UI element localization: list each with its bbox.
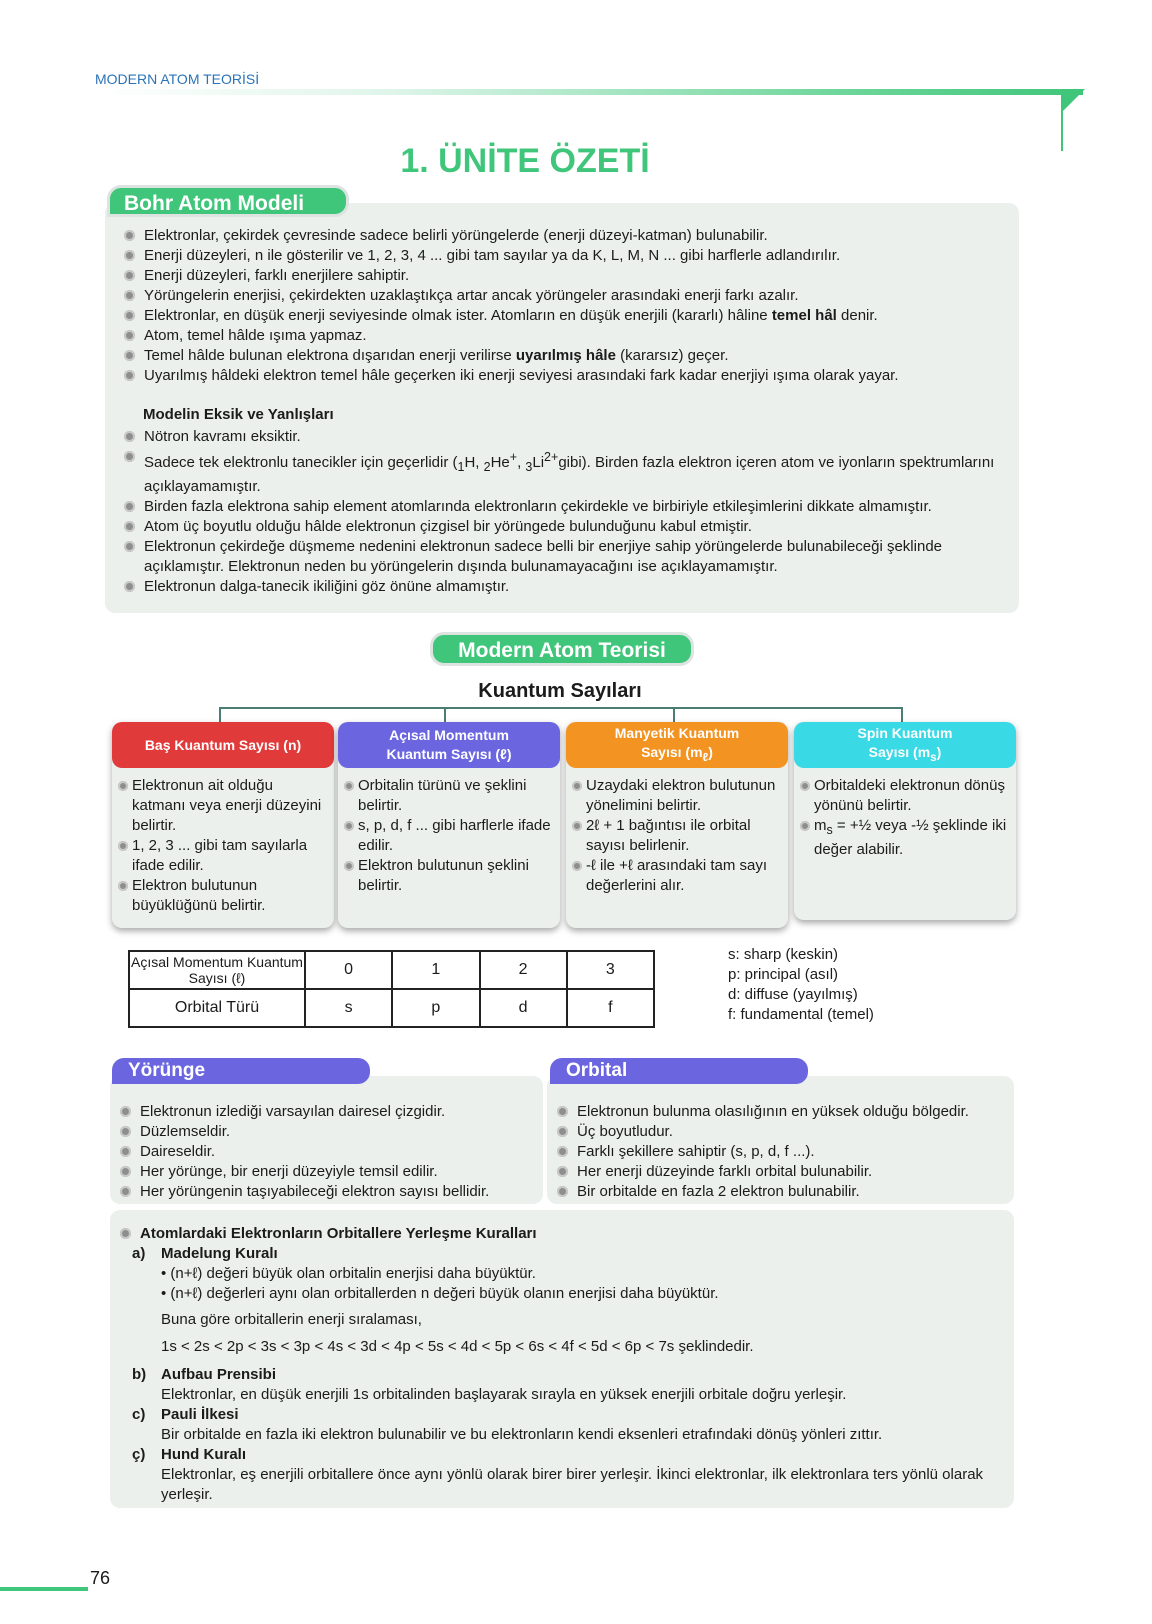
- table-cell: 0: [305, 951, 392, 989]
- list-item: Birden fazla elektrona sahip element atomlarında elektronların çekirdekle ve birbiriyle etkileşimlerini dikkate almamıştır.: [124, 497, 1004, 517]
- bullet-icon: [124, 370, 135, 381]
- bullet-icon: [124, 581, 135, 592]
- bullet-icon: [120, 1106, 131, 1117]
- list-item: Elektronun ait olduğu katmanı veya enerji düzeyini belirtir.: [118, 776, 330, 836]
- bullet-icon: [344, 781, 354, 791]
- bullet-icon: [124, 330, 135, 341]
- ion-formula: $_1$H, $_2$He+, $_3Li^{2+}$: [457, 450, 559, 474]
- orbital-type-table: [128, 950, 655, 1028]
- list-item: Elektron bulutunun büyüklüğünü belirtir.: [118, 876, 330, 916]
- bullet-icon: [120, 1166, 131, 1177]
- card-list: [344, 776, 556, 896]
- rule-d-label: ç): [132, 1446, 146, 1463]
- list-item: Elektronun dalga-tanecik ikiliğini göz önüne almamıştır.: [124, 577, 1004, 597]
- table-cell: s: [305, 989, 392, 1027]
- rule-d-text: Elektronlar, eş enerjili orbitallere önce aynı yönlü olarak birer birer yerleşir. İkinci elektronlar, ilk elektronlara ters yönlü olarak yerleşir.: [161, 1466, 984, 1503]
- bullet-icon: [557, 1126, 568, 1137]
- bullet-icon: [120, 1186, 131, 1197]
- bullet-icon: [800, 821, 810, 831]
- bullet-icon: [572, 861, 582, 871]
- orbital-notes: s: sharp (keskin) p: principal (asıl) d: diffuse (yayılmış) f: fundamental (temel): [728, 946, 874, 1023]
- table-cell: f: [567, 989, 654, 1027]
- bullet-icon: [124, 431, 135, 442]
- yorunge-list: [120, 1102, 489, 1202]
- modern-title: Modern Atom Teorisi: [430, 632, 694, 666]
- bullet-icon: [124, 250, 135, 261]
- orbital-panel: [547, 1076, 1014, 1204]
- bullet-icon: [572, 781, 582, 791]
- bullet-icon: [124, 270, 135, 281]
- card-list: [800, 776, 1012, 860]
- list-item: Düzlemseldir.: [120, 1122, 489, 1142]
- card-spin-title: Spin Kuantum Sayısı $(m_s)$: [794, 722, 1016, 768]
- rule-c-label: c): [132, 1406, 146, 1423]
- bullet-icon: [120, 1126, 131, 1137]
- list-item: Elektronun bulunma olasılığının en yüksek olduğu bölgedir.: [557, 1102, 969, 1122]
- list-item: Elektronun izlediği varsayılan dairesel çizgidir.: [120, 1102, 489, 1122]
- rule-b-text: Elektronlar, en düşük enerjili 1s orbitalinden başlayarak sırayla en yüksek enerjili orbitale doğru yerleşir.: [161, 1386, 847, 1403]
- bullet-icon: [124, 501, 135, 512]
- table-cell: Açısal Momentum Kuantum Sayısı (ℓ): [129, 951, 305, 989]
- rule-c-title: Pauli İlkesi: [161, 1406, 239, 1423]
- rules-panel: [110, 1210, 1014, 1508]
- table-cell: 3: [567, 951, 654, 989]
- table-cell: p: [392, 989, 479, 1027]
- list-item: Orbitalin türünü ve şeklini belirtir.: [344, 776, 556, 816]
- orbital-title: Orbital: [550, 1058, 808, 1084]
- rule-b-label: b): [132, 1366, 147, 1383]
- bohr-list: [124, 226, 1004, 386]
- bullet-icon: [557, 1106, 568, 1117]
- bullet-icon: [118, 881, 128, 891]
- bullet-icon: [124, 230, 135, 241]
- yorunge-panel: [110, 1076, 543, 1204]
- card-principal-title: Baş Kuantum Sayısı (n): [112, 722, 334, 768]
- rule-a-label: a): [132, 1245, 146, 1262]
- list-item: Nötron kavramı eksiktir.: [124, 427, 1004, 447]
- list-item: Farklı şekillere sahiptir (s, p, d, f ...).: [557, 1142, 969, 1162]
- bullet-icon: [344, 821, 354, 831]
- rule-c-text: Bir orbitalde en fazla iki elektron bulunabilir ve bu elektronların kendi eksenleri etrafındaki dönüş yönleri zıttır.: [161, 1426, 883, 1443]
- card-angular-title: Açısal Momentum Kuantum Sayısı (ℓ): [338, 722, 560, 768]
- bullet-icon: [124, 521, 135, 532]
- list-item: -ℓ ile +ℓ arasındaki tam sayı değerlerini alır.: [572, 856, 784, 896]
- quantum-heading: Kuantum Sayıları: [478, 680, 642, 702]
- list-item: Her yörünge, bir enerji düzeyiyle temsil edilir.: [120, 1162, 489, 1182]
- list-item: Atom üç boyutlu olduğu hâlde elektronun çizgisel bir yörüngede bulunduğunu kabul etmiştir.: [124, 517, 1004, 537]
- list-item: Sadece tek elektronlu tanecikler için geçerlidir ($_1H$, $_2$He+, $_3Li^{2+}gibi$). Birden fazla elektron içeren atom ve iyonların spektrumlarını açıklayamamıştır.: [124, 447, 1004, 497]
- table-cell: Orbital Türü: [129, 989, 305, 1027]
- tree-connector: [219, 707, 903, 709]
- list-item: Bir orbitalde en fazla 2 elektron bulunabilir.: [557, 1182, 969, 1202]
- rule-a-title: Madelung Kuralı: [161, 1245, 278, 1262]
- list-item: Atom, temel hâlde ışıma yapmaz.: [124, 326, 1004, 346]
- rule-b-title: Aufbau Prensibi: [161, 1366, 277, 1383]
- list-item: s, p, d, f ... gibi harflerle ifade edilir.: [344, 816, 556, 856]
- bullet-icon: [557, 1146, 568, 1157]
- card-list: [572, 776, 784, 896]
- table-row: [129, 951, 654, 989]
- flaws-list: [124, 427, 1004, 597]
- bullet-icon: [118, 781, 128, 791]
- list-item: Enerji düzeyleri, farklı enerjilere sahiptir.: [124, 266, 1004, 286]
- list-item: Elektronlar, çekirdek çevresinde sadece belirli yörüngelerde (enerji düzeyi-katman) bulunabilir.: [124, 226, 1004, 246]
- bullet-icon: [120, 1228, 131, 1239]
- list-item: Uyarılmış hâldeki elektron temel hâle geçerken iki enerji seviyesi arasındaki fark kadar enerjiyi ışıma olarak yayar.: [124, 366, 1004, 386]
- bullet-icon: [120, 1146, 131, 1157]
- list-item: Temel hâlde bulunan elektrona dışarıdan enerji verilirse uyarılmış hâle (kararsız) geçer.: [124, 346, 1004, 366]
- header-rule: [95, 89, 1083, 95]
- orbital-list: [557, 1102, 969, 1202]
- bullet-icon: [124, 290, 135, 301]
- bullet-icon: [124, 350, 135, 361]
- rule-d-title: Hund Kuralı: [161, 1446, 246, 1463]
- bullet-icon: [572, 821, 582, 831]
- bullet-icon: [557, 1186, 568, 1197]
- list-item: Enerji düzeyleri, n ile gösterilir ve 1, 2, 3, 4 ... gibi tam sayılar ya da K, L, M, N ... gibi harflerle adlandırılır.: [124, 246, 1004, 266]
- bohr-title: Bohr Atom Modeli: [107, 185, 349, 217]
- rule-a-line: • (n+ℓ) değeri büyük olan orbitalin enerjisi daha büyüktür.: [161, 1265, 536, 1282]
- list-item: Her yörüngenin taşıyabileceği elektron sayısı bellidir.: [120, 1182, 489, 1202]
- rules-heading: Atomlardaki Elektronların Orbitallere Yerleşme Kuralları: [120, 1224, 537, 1244]
- running-title: MODERN ATOM TEORİSİ: [95, 71, 260, 87]
- list-item: Uzaydaki elektron bulutunun yönelimini belirtir.: [572, 776, 784, 816]
- bullet-icon: [124, 451, 135, 462]
- list-item: Üç boyutludur.: [557, 1122, 969, 1142]
- flaws-heading: Modelin Eksik ve Yanlışları: [143, 406, 334, 423]
- table-cell: d: [480, 989, 567, 1027]
- page-number: 76: [90, 1568, 111, 1588]
- yorunge-title: Yörünge: [112, 1058, 370, 1084]
- list-item: Elektronlar, en düşük enerji seviyesinde olmak ister. Atomların en düşük enerjili (kararlı) hâline temel hâl denir.: [124, 306, 1004, 326]
- table-row: [129, 989, 654, 1027]
- list-item: Elektron bulutunun şeklini belirtir.: [344, 856, 556, 896]
- rule-a-line: Buna göre orbitallerin enerji sıralaması,: [161, 1311, 422, 1328]
- bullet-icon: [124, 541, 135, 552]
- table-cell: 1: [392, 951, 479, 989]
- list-item: Her enerji düzeyinde farklı orbital bulunabilir.: [557, 1162, 969, 1182]
- page-bar: [0, 1587, 88, 1591]
- list-item: Orbitaldeki elektronun dönüş yönünü belirtir.: [800, 776, 1012, 816]
- card-list: [118, 776, 330, 916]
- rule-a-line: • (n+ℓ) değerleri aynı olan orbitallerden n değeri büyük olanın enerjisi daha büyüktür.: [161, 1285, 719, 1302]
- list-item: 2ℓ + 1 bağıntısı ile orbital sayısı belirlenir.: [572, 816, 784, 856]
- list-item: Yörüngelerin enerjisi, çekirdekten uzaklaştıkça artar ancak yörüngeler arasındaki enerji farkı azalır.: [124, 286, 1004, 306]
- card-magnetic-title: Manyetik Kuantum Sayısı $(m_\ell)$: [566, 722, 788, 768]
- bullet-icon: [124, 310, 135, 321]
- bullet-icon: [557, 1166, 568, 1177]
- list-item: Daireseldir.: [120, 1142, 489, 1162]
- list-item: Elektronun çekirdeğe düşmeme nedenini elektronun sadece belli bir enerjiye sahip yörüngelerde bulunabileceği şeklinde açıklamıştır. Elektronun neden bu yörüngelerin dışında bulunamayacağını ise açıklayamamıştır.: [124, 537, 1004, 577]
- bullet-icon: [118, 841, 128, 851]
- bullet-icon: [800, 781, 810, 791]
- energy-order: 1s < 2s < 2p < 3s < 3p < 4s < 3d < 4p < 5s < 4d < 5p < 6s < 4f < 5d < 6p < 7s şeklindedir.: [161, 1338, 754, 1355]
- list-item: 1, 2, 3 ... gibi tam sayılarla ifade edilir.: [118, 836, 330, 876]
- table-cell: 2: [480, 951, 567, 989]
- bullet-icon: [344, 861, 354, 871]
- unit-title: 1. ÜNİTE ÖZETİ: [400, 142, 650, 180]
- list-item: $m_s$ = +½ veya -½ şeklinde iki değer alabilir.: [800, 816, 1012, 860]
